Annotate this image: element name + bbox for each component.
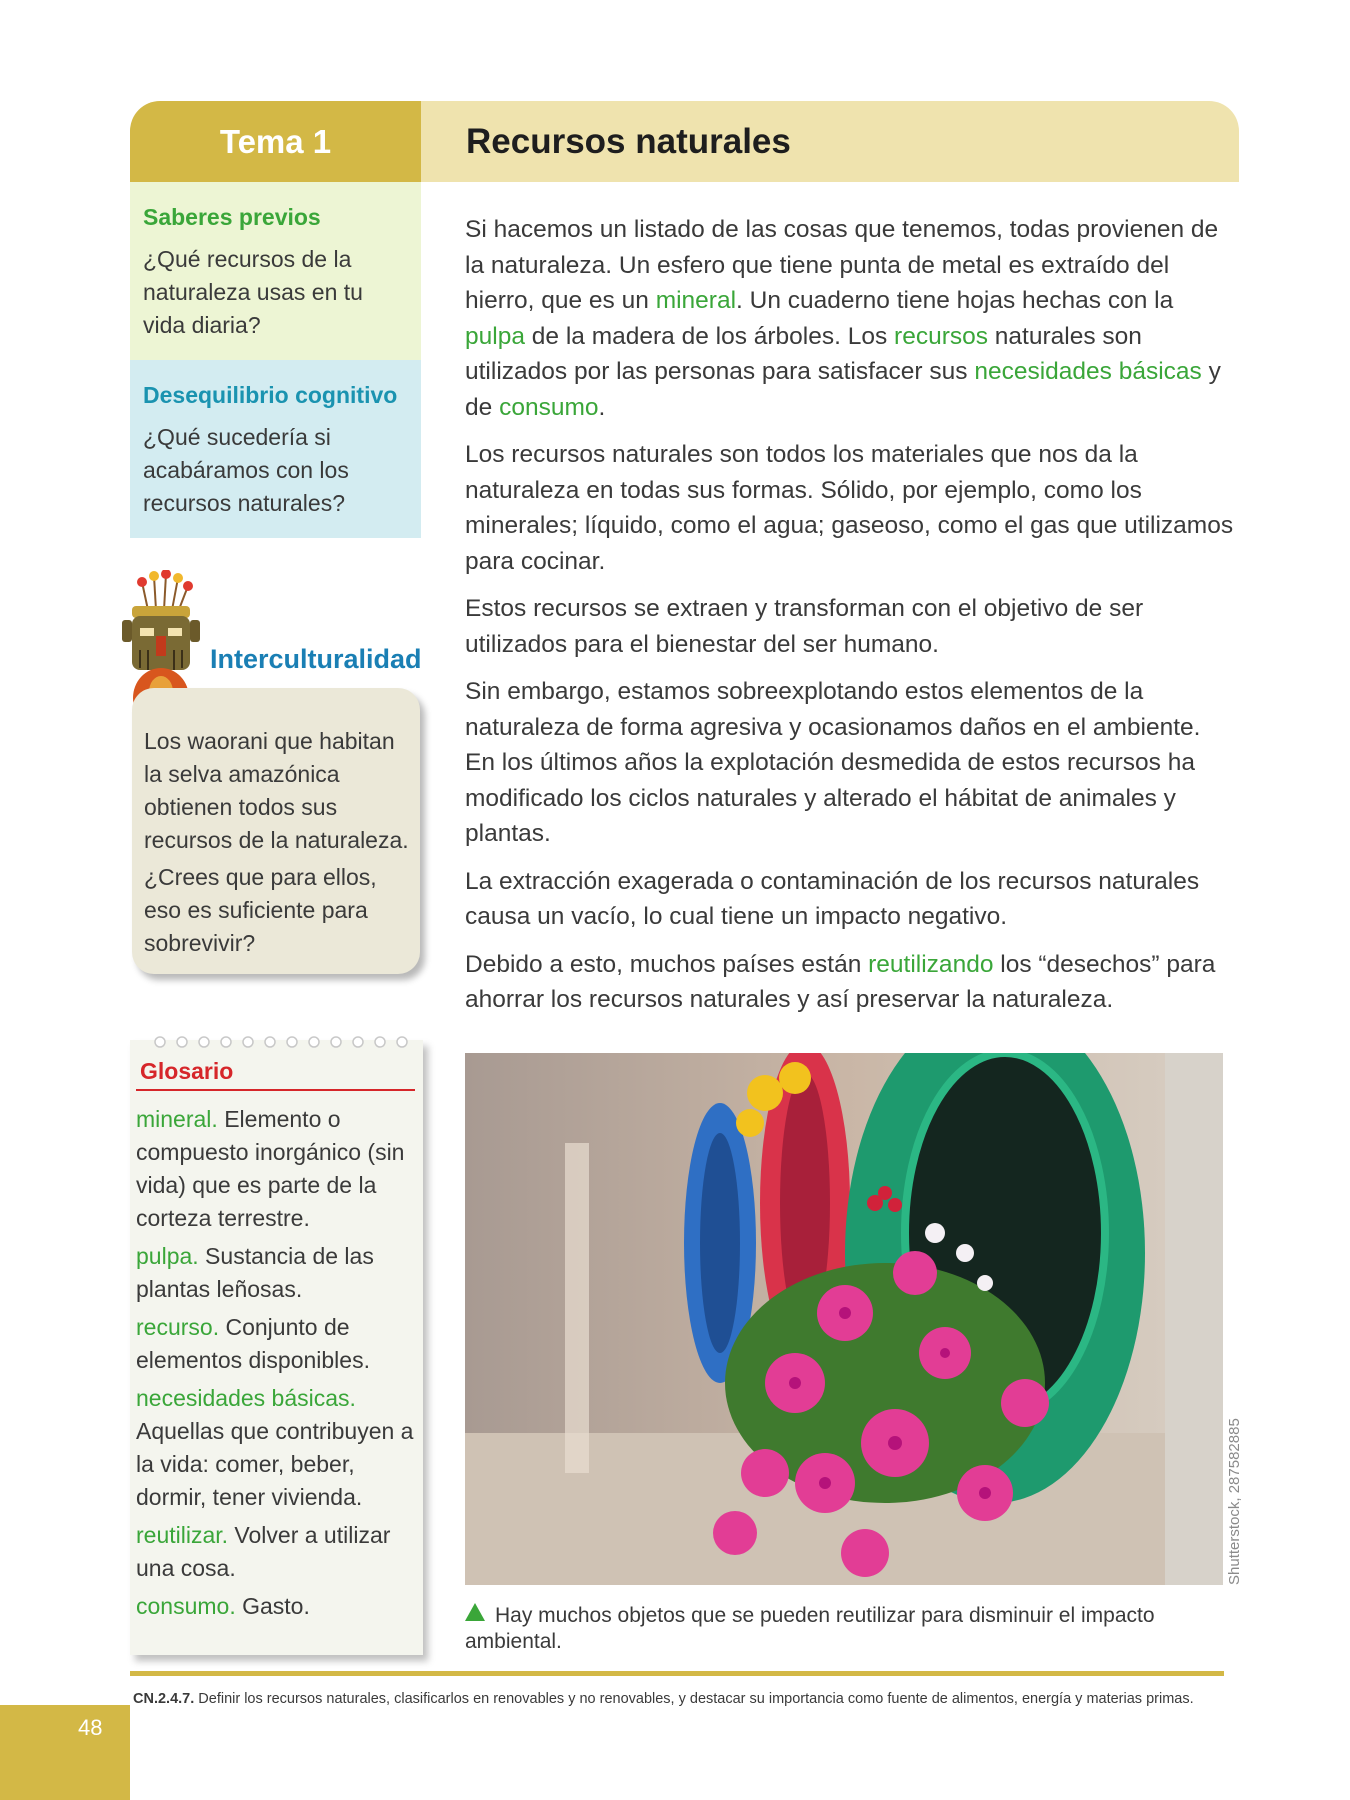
glossary-term: reutilizar.: [136, 1522, 229, 1548]
page-number: 48: [78, 1715, 103, 1740]
interculturalidad-text: Los waorani que habitan la selva amazónica obtienen todos sus recursos de la naturaleza.: [144, 728, 409, 853]
paragraph-2: Los recursos naturales son todos los materiales que nos da la naturaleza en todas sus formas. Sólido, por ejemplo, como los minerales; líquido, como el agua; gaseoso, como el gas que utilizamos para cocinar.: [465, 441, 1234, 575]
glossary-term: pulpa.: [136, 1243, 199, 1269]
glossary-definition: Aquellas que contribuyen a la vida: comer, beber, dormir, tener vivienda.: [136, 1418, 414, 1510]
paragraph-4: Sin embargo, estamos sobreexplotando estos elementos de la naturaleza de forma agresiva y ocasionamos daños en el ambiente. En los últimos años la explotación desmedida de estos recursos ha modificado los ciclos naturales y alterado el hábitat de animales y plantas.: [465, 678, 1201, 847]
keyword-necesidades: necesidades básicas: [974, 358, 1202, 385]
glossary-entry: [136, 1590, 415, 1623]
keyword-reutilizando: reutilizando: [868, 950, 994, 978]
glossary-box: [130, 1040, 423, 1655]
page-title: Recursos naturales: [421, 101, 1239, 182]
main-text: [465, 212, 1235, 1030]
text-run: naturales son utilizados por las personas para satisfacer sus: [465, 322, 1142, 385]
text-run: Debido a esto, muchos países están: [465, 950, 869, 978]
keyword-pulpa: pulpa: [465, 322, 525, 350]
photo-credit: Shutterstock, 287582885: [1226, 1418, 1243, 1585]
text-run: de la madera de los árboles. Los: [524, 322, 895, 350]
desequilibrio-box: [130, 360, 421, 538]
paragraph-3: Estos recursos se extraen y transforman con el objetivo de ser utilizados para el bienestar del ser humano.: [465, 595, 1144, 658]
triangle-bullet-icon: [465, 1603, 485, 1621]
page-number-tab: [0, 1705, 130, 1800]
interculturalidad-heading: Interculturalidad: [210, 644, 422, 674]
glossary-entry: [136, 1382, 415, 1514]
glossary-term: necesidades básicas.: [136, 1385, 356, 1411]
glossary-divider: [136, 1089, 415, 1091]
glossary-term: mineral.: [136, 1106, 218, 1132]
desequilibrio-text: ¿Qué sucedería si acabáramos con los recursos naturales?: [143, 424, 349, 516]
paragraph-1: [465, 212, 1235, 425]
glossary-definition: Gasto.: [235, 1593, 310, 1619]
tema-label: Tema 1: [130, 101, 421, 182]
glossary-definition: Sustancia de las plantas leñosas.: [136, 1243, 374, 1302]
desequilibrio-heading: Desequilibrio cognitivo: [143, 382, 398, 408]
footer-divider: [130, 1671, 1224, 1676]
text-run: . Un cuaderno tiene hojas hechas con la: [736, 287, 1174, 314]
saberes-previos-text: ¿Qué recursos de la naturaleza usas en tu vida diaria?: [143, 246, 363, 338]
glossary-title: Glosario: [140, 1058, 234, 1084]
text-run: y de: [465, 358, 1221, 421]
photo-caption-text: Hay muchos objetos que se pueden reutilizar para disminuir el impacto ambiental.: [465, 1604, 1155, 1653]
interculturalidad-box: [132, 688, 420, 974]
keyword-consumo: consumo: [499, 393, 599, 421]
keyword-mineral: mineral: [655, 287, 737, 314]
saberes-previos-heading: Saberes previos: [143, 204, 321, 230]
glossary-entry: [136, 1311, 415, 1377]
keyword-recursos: recursos: [894, 322, 988, 350]
curriculum-footnote: [133, 1691, 1233, 1707]
paragraph-6: [465, 947, 1235, 1018]
photo-caption: [465, 1603, 1225, 1655]
notebook-spiral-icon: [130, 1034, 423, 1050]
glossary-entry: [136, 1103, 415, 1235]
glossary-entry: [136, 1519, 415, 1585]
text-run: los “desechos” para ahorrar los recursos naturales y así preservar la naturaleza.: [465, 950, 1216, 1013]
glossary-term: consumo.: [136, 1593, 236, 1619]
paragraph-5: La extracción exagerada o contaminación de los recursos naturales causa un vacío, lo cual tiene un impacto negativo.: [465, 867, 1200, 930]
glossary-term: recurso.: [136, 1314, 220, 1340]
curriculum-code: CN.2.4.7.: [133, 1691, 195, 1707]
glossary-definition: Elemento o compuesto inorgánico (sin vida) que es parte de la corteza terrestre.: [136, 1106, 405, 1231]
saberes-previos-box: [130, 182, 421, 360]
glossary-definition: Volver a utilizar una cosa.: [136, 1522, 391, 1581]
interculturalidad-question: ¿Crees que para ellos, eso es suficiente para sobrevivir?: [144, 864, 377, 956]
text-run: .: [598, 393, 606, 421]
tire-planters-photo: [465, 1053, 1223, 1585]
curriculum-text: Definir los recursos naturales, clasificarlos en renovables y no renovables, y destacar su importancia como fuente de alimentos, energía y materias primas.: [194, 1691, 1194, 1707]
glossary-definition: Conjunto de elementos disponibles.: [136, 1314, 370, 1373]
glossary-entry: [136, 1240, 415, 1306]
text-run: Si hacemos un listado de las cosas que tenemos, todas provienen de la naturaleza. Un esfero que tiene punta de metal es extraído del hierro, que es un: [465, 216, 1219, 314]
